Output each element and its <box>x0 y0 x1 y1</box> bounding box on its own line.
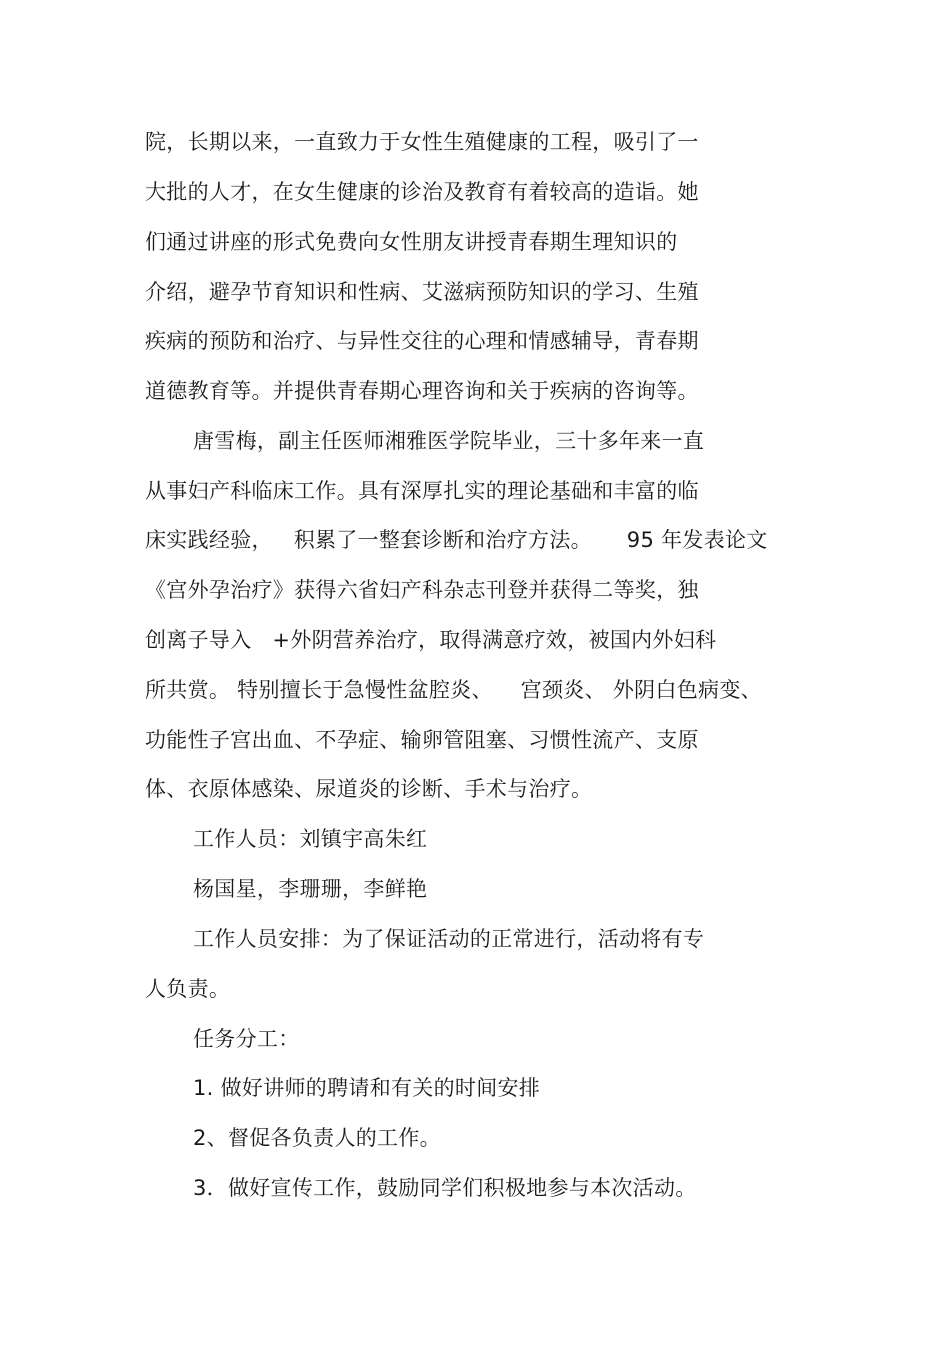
paragraph-line: 疾病的预防和治疗、与异性交往的心理和情感辅导，青春期 <box>145 329 699 353</box>
paragraph-line: 介绍，避孕节育知识和性病、艾滋病预防知识的学习、生殖 <box>145 280 699 304</box>
paragraph-line: 大批的人才，在女生健康的诊治及教育有着较高的造诣。她 <box>145 180 699 204</box>
paragraph-line: 们通过讲座的形式免费向女性朋友讲授青春期生理知识的 <box>145 230 678 254</box>
paragraph-line: 人负责。 <box>145 977 231 1001</box>
paragraph-line: 床实践经验， 积累了一整套诊断和治疗方法。 95 年发表论文 <box>145 528 768 552</box>
paragraph-line: 院，长期以来，一直致力于女性生殖健康的工程，吸引了一 <box>145 130 699 154</box>
staff-line: 杨国星，李珊珊，李鲜艳 <box>193 877 428 901</box>
paragraph-line: 所共赏。 特别擅长于急慢性盆腔炎、 宫颈炎、 外阴白色病变、 <box>145 678 762 702</box>
list-item: 3．做好宣传工作，鼓励同学们积极地参与本次活动。 <box>193 1176 697 1200</box>
list-item: 1. 做好讲师的聘请和有关的时间安排 <box>193 1076 541 1100</box>
paragraph-line: 体、衣原体感染、尿道炎的诊断、手术与治疗。 <box>145 777 593 801</box>
paragraph-line: 工作人员安排：为了保证活动的正常进行，活动将有专 <box>193 927 705 951</box>
paragraph-line: 功能性子宫出血、不孕症、输卵管阻塞、习惯性流产、支原 <box>145 728 699 752</box>
paragraph-line: 创离子导入 +外阴营养治疗，取得满意疗效，被国内外妇科 <box>145 628 717 652</box>
section-heading: 任务分工： <box>193 1027 300 1051</box>
paragraph-line: 道德教育等。并提供青春期心理咨询和关于疾病的咨询等。 <box>145 379 699 403</box>
paragraph-line: 唐雪梅，副主任医师湘雅医学院毕业，三十多年来一直 <box>193 429 705 453</box>
staff-line: 工作人员：刘镇宇高朱红 <box>193 827 428 851</box>
list-item: 2、督促各负责人的工作。 <box>193 1126 441 1150</box>
paragraph-line: 从事妇产科临床工作。具有深厚扎实的理论基础和丰富的临 <box>145 479 699 503</box>
paragraph-line: 《宫外孕治疗》获得六省妇产科杂志刊登并获得二等奖，独 <box>145 578 699 602</box>
